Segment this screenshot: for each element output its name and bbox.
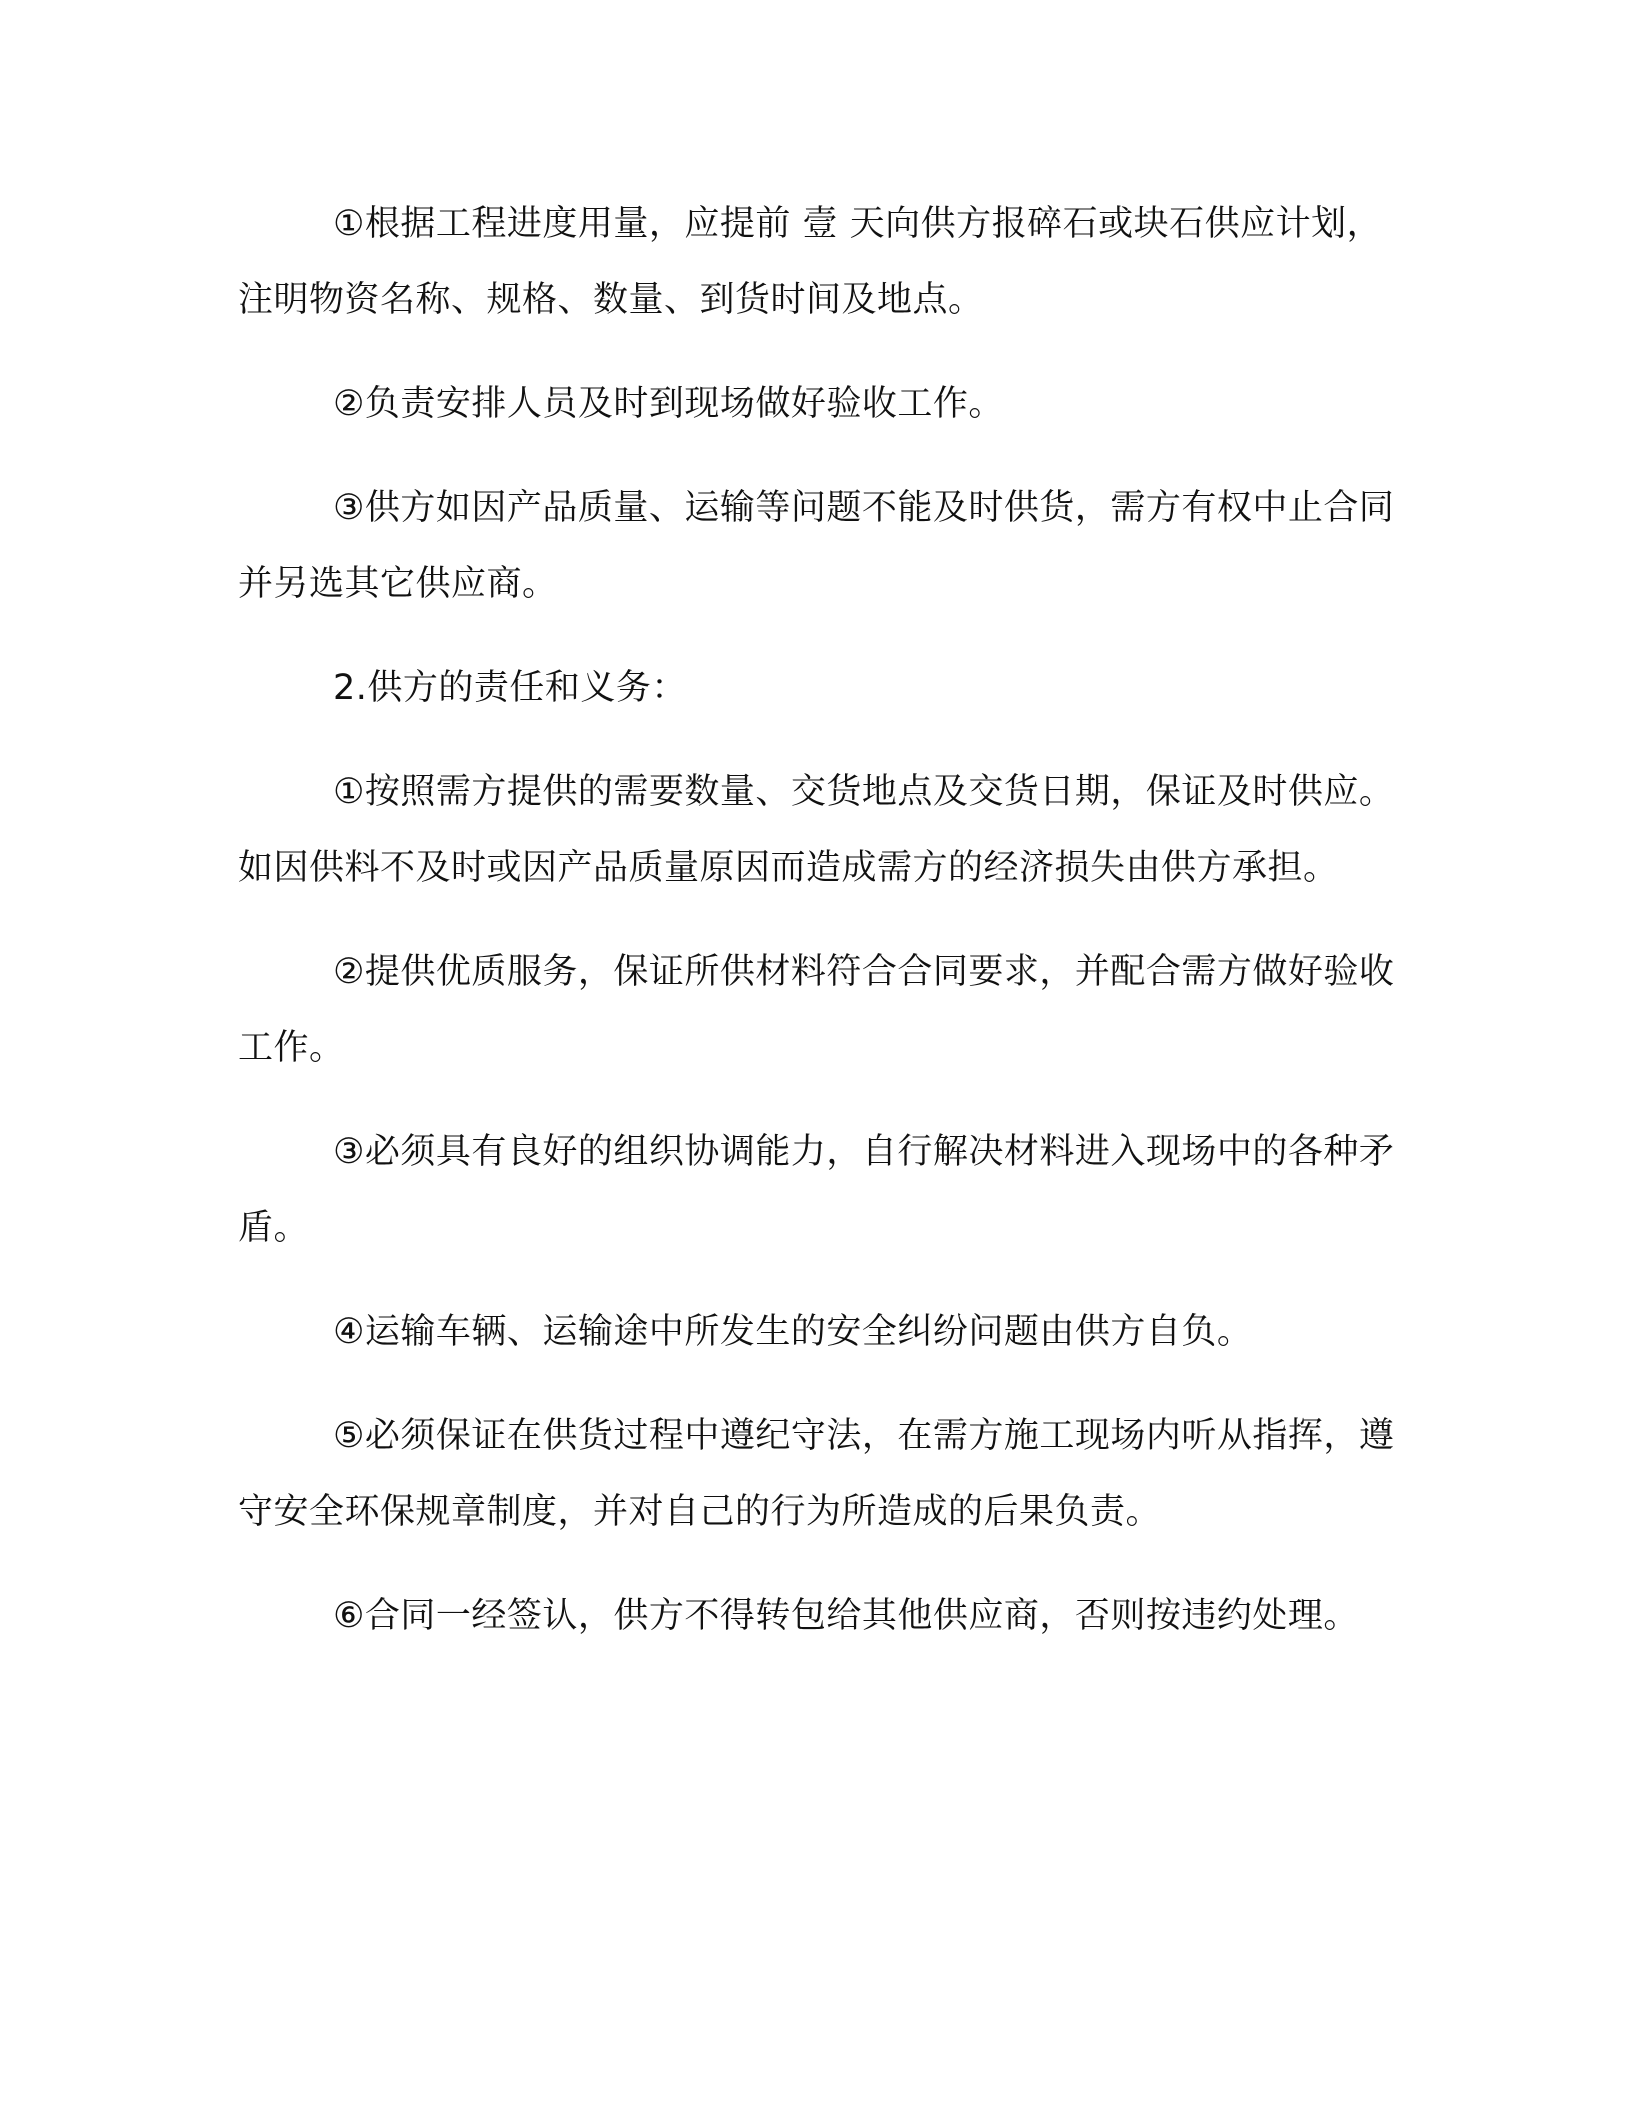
paragraph-supplier-item-3: ③必须具有良好的组织协调能力，自行解决材料进入现场中的各种矛盾。 xyxy=(238,1132,1395,1248)
paragraph-supplier-item-1: ①按照需方提供的需要数量、交货地点及交货日期，保证及时供应。如因供料不及时或因产品质量原因而造成需方的经济损失由供方承担。 xyxy=(238,772,1395,888)
paragraph-supplier-item-5: ⑤必须保证在供货过程中遵纪守法，在需方施工现场内听从指挥，遵守安全环保规章制度，并对自己的行为所造成的后果负责。 xyxy=(238,1416,1395,1532)
paragraph-buyer-item-2: ②负责安排人员及时到现场做好验收工作。 xyxy=(333,384,1004,424)
section-heading-supplier-duties: 2.供方的责任和义务： xyxy=(333,668,687,708)
paragraph-buyer-item-1: ①根据工程进度用量，应提前 壹 天向供方报碎石或块石供应计划，注明物资名称、规格、数量、到货时间及地点。 xyxy=(238,204,1383,320)
paragraph-supplier-item-6: ⑥合同一经签认，供方不得转包给其他供应商，否则按违约处理。 xyxy=(333,1596,1359,1636)
paragraph-supplier-item-2: ②提供优质服务，保证所供材料符合合同要求，并配合需方做好验收工作。 xyxy=(238,952,1395,1068)
paragraph-supplier-item-4: ④运输车辆、运输途中所发生的安全纠纷问题由供方自负。 xyxy=(333,1312,1253,1352)
document-body xyxy=(238,186,1398,1682)
paragraph-buyer-item-3: ③供方如因产品质量、运输等问题不能及时供货，需方有权中止合同并另选其它供应商。 xyxy=(238,488,1395,604)
